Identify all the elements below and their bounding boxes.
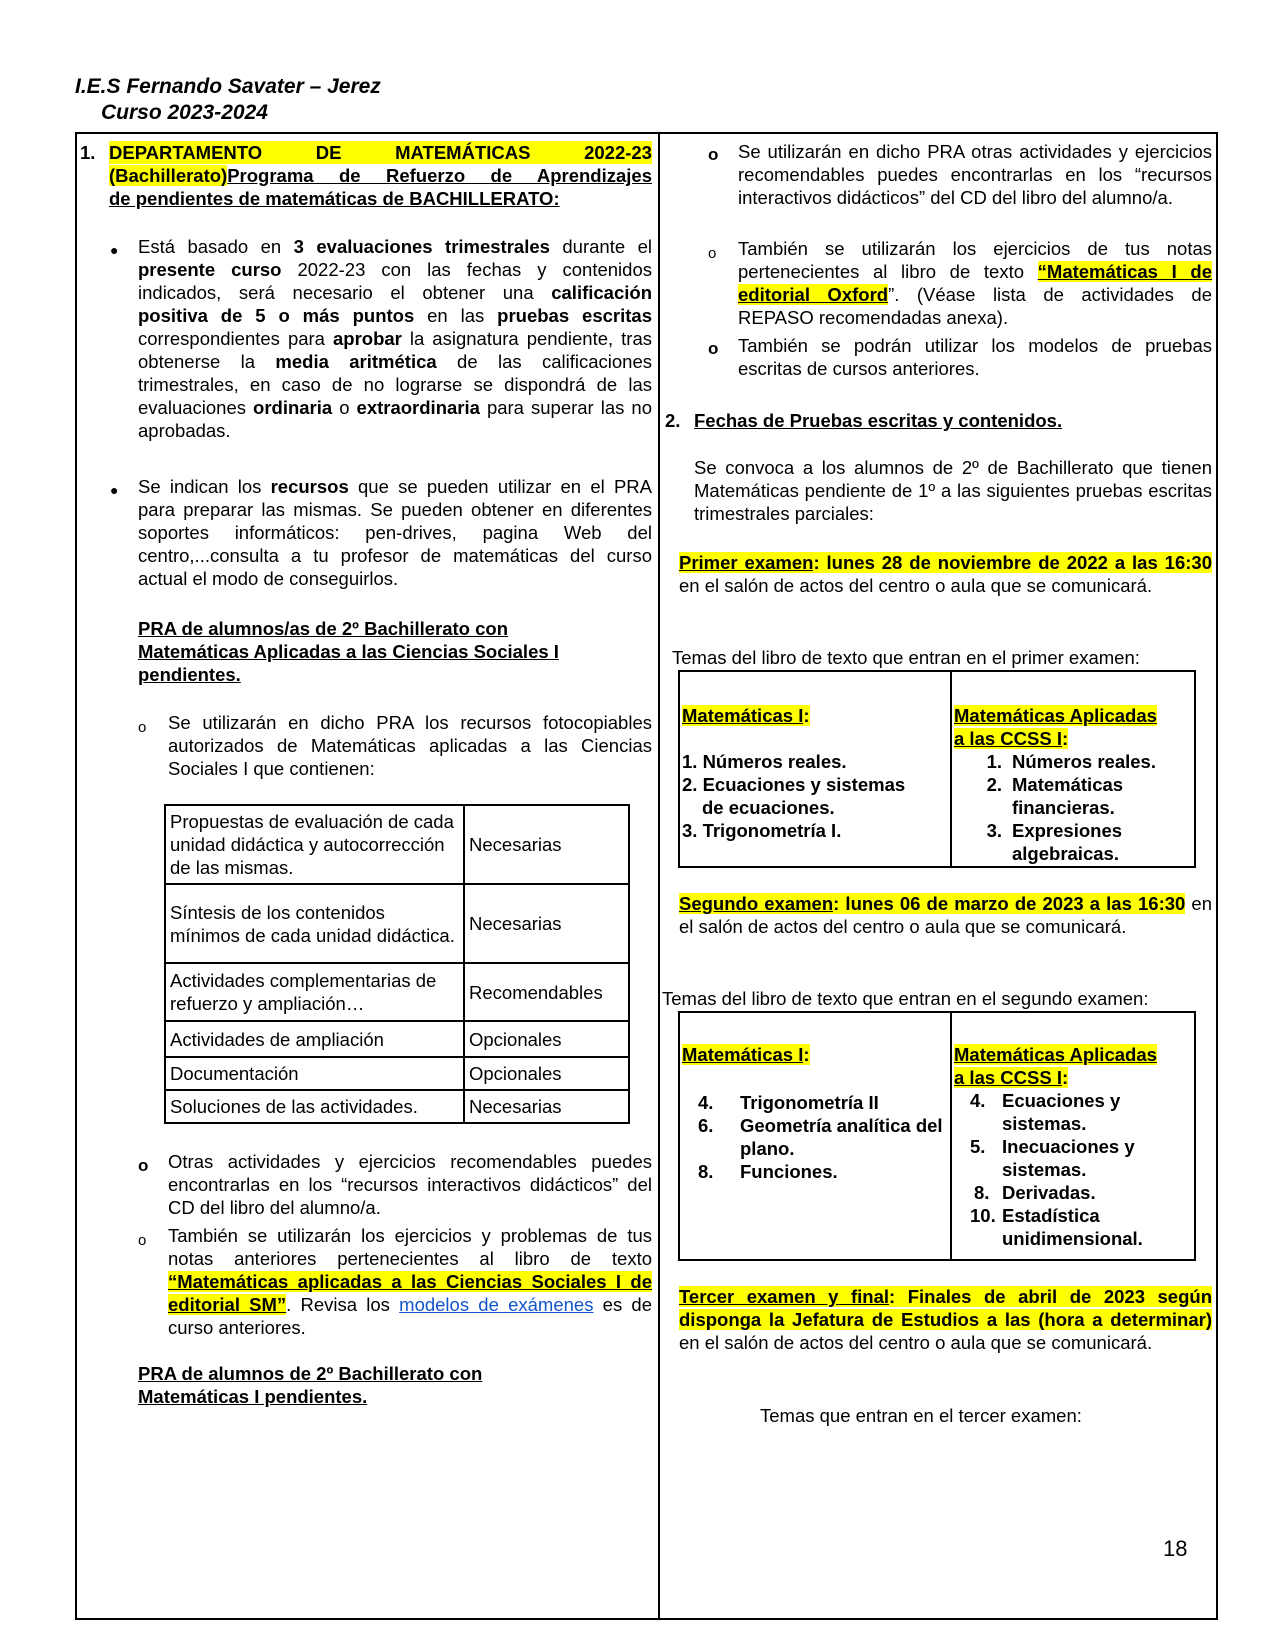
title-word: DE: [315, 142, 342, 163]
table-row: [165, 805, 629, 884]
topics-mat1-cell: Matemáticas I: 4. Trigonometría II 6. Geometría analítica del plano. 8. Funciones.: [679, 1012, 951, 1260]
topic-item: 2. Ecuaciones y sistemas: [682, 774, 906, 795]
topic-item: de ecuaciones.: [702, 797, 835, 818]
exam-1-temas: Temas del libro de texto que entran en el primer examen:: [672, 647, 1140, 668]
topic-item: 8. Funciones.: [698, 1161, 838, 1182]
topic-item: 3. Trigonometría I.: [682, 820, 842, 841]
book-title-oxford: “Matemáticas I de editorial Oxford: [738, 261, 1212, 305]
topics-mat1-cell: Matemáticas I: 1. Números reales. 2. Ecuaciones y sistemas de ecuaciones. 3. Trigonometría I.: [679, 671, 951, 867]
table-row: [165, 1090, 629, 1123]
topics-head: Matemáticas Aplicadas: [954, 705, 1157, 726]
topics-ccss-cell: Matemáticas Aplicadas a las CCSS I: 4. Ecuaciones y sistemas. 5. Inecuaciones y sistemas. 8. Derivadas. 10. Estadística unidimensional.: [951, 1012, 1195, 1260]
sub-bullet: o: [138, 1232, 147, 1249]
topic-item: 3. Expresiones algebraicas.: [986, 820, 1123, 864]
exam-2-topics-table: [678, 1011, 1196, 1261]
title-word: 2022-23: [584, 142, 652, 163]
school-name: I.E.S Fernando Savater – Jerez: [75, 75, 381, 98]
exam-2-date: : lunes 06 de marzo de 2023 a las 16:30: [833, 893, 1186, 914]
topic-item: 2. Matemáticas financieras.: [986, 774, 1124, 818]
book-title-sm: “Matemáticas aplicadas a las Ciencias Sociales I de editorial SM”: [168, 1271, 652, 1315]
resource-status: Necesarias: [464, 805, 629, 884]
resources-table: [164, 804, 630, 1124]
topic-item: 5. Inecuaciones y sistemas.: [970, 1136, 1135, 1180]
exam-1-topics-table: [678, 670, 1196, 868]
exam-3-date: : Finales de abril de 2023 según disponga la Jefatura de Estudios a las (hora a determinar): [679, 1286, 1212, 1330]
sub-bullet: o: [708, 245, 717, 262]
sub-bullet: o: [138, 719, 147, 736]
topic-item: 1. Números reales.: [682, 751, 847, 772]
topics-head: a las CCSS I: [954, 728, 1062, 749]
section-2-intro: Se convoca a los alumnos de 2º de Bachillerato que tienen Matemáticas pendiente de 1º a las siguientes pruebas escritas trimestrales parciales:: [694, 457, 1212, 524]
pra-mat1-title: PRA de alumnos de 2º Bachillerato con Matemáticas I pendientes.: [138, 1363, 483, 1407]
page-number: 18: [1163, 1536, 1188, 1561]
section-2-number: 2.: [665, 410, 681, 431]
course-year: Curso 2023-2024: [101, 101, 268, 124]
pra-ccss-title: PRA de alumnos/as de 2º Bachillerato con Matemáticas Aplicadas a las Ciencias Sociales I pendientes.: [138, 618, 559, 685]
resource-status: Opcionales: [464, 1021, 629, 1057]
section-2-title: Fechas de Pruebas escritas y contenidos.: [694, 410, 1063, 431]
topic-item: 8. Derivadas.: [974, 1182, 1096, 1203]
title-word: DEPARTAMENTO: [109, 142, 263, 163]
bullet-recursos: Se indican los recursos que se pueden utilizar en el PRA para preparar las mismas. Se pueden obtener en diferentes soportes informáticos: pen-drives, pagina Web del centro,...consulta a tu profesor de matemáticas del curso actual el modo de conseguirlos.: [138, 476, 653, 589]
resource-name: Soluciones de las actividades.: [165, 1090, 464, 1123]
table-row: [165, 963, 629, 1021]
topics-head: a las CCSS I: [954, 1067, 1062, 1088]
resource-status: Opcionales: [464, 1057, 629, 1090]
title-program-line3: de pendientes de matemáticas de BACHILLERATO:: [109, 188, 560, 209]
topic-item: 10. Estadística unidimensional.: [970, 1205, 1143, 1249]
exam-1-date: : lunes 28 de noviembre de 2022 a las 16:30: [813, 552, 1212, 573]
resource-status: Necesarias: [464, 884, 629, 963]
section-1-title: [109, 141, 652, 210]
table-row: [165, 884, 629, 963]
pra-ccss-resources-text: Se utilizarán en dicho PRA los recursos fotocopiables autorizados de Matemáticas aplicadas a las Ciencias Sociales I que contienen:: [168, 712, 652, 779]
bullet-dot: ●: [110, 242, 119, 258]
tambien-ejercicios-text: También se utilizarán los ejercicios y problemas de tus notas anteriores pertenecientes al libro de texto “Matemáticas aplicadas a las Ciencias Sociales I de editorial SM”. Revisa los modelos de exámenes es de curso anteriores.: [168, 1225, 652, 1338]
resource-name: Propuestas de evaluación de cada unidad didáctica y autocorrección de las mismas.: [165, 805, 464, 884]
exam-1-text: Primer examen: lunes 28 de noviembre de 2022 a las 16:30 en el salón de actos del centro o aula que se comunicará.: [679, 552, 1212, 596]
exam-2-text: Segundo examen: lunes 06 de marzo de 2023 a las 16:30 en el salón de actos del centro o aula que se comunicará.: [679, 893, 1212, 937]
topic-item: 4. Ecuaciones y sistemas.: [970, 1090, 1121, 1134]
notas-oxford-text: También se utilizarán los ejercicios de tus notas pertenecientes al libro de texto “Matemáticas I de editorial Oxford”. (Véase lista de actividades de REPASO recomendadas anexa).: [738, 238, 1212, 328]
exam-3-temas: Temas que entran en el tercer examen:: [760, 1405, 1082, 1426]
sub-bullet: o: [708, 339, 719, 358]
exam-3-text: Tercer examen y final: Finales de abril de 2023 según disponga la Jefatura de Estudios a las (hora a determinar) en el salón de actos del centro o aula que se comunicará.: [679, 1286, 1212, 1353]
title-program: Programa de Refuerzo de Aprendizajes: [227, 165, 652, 186]
table-row: [165, 1057, 629, 1090]
topics-head: Matemáticas I: [682, 705, 804, 726]
topics-ccss-cell: Matemáticas Aplicadas a las CCSS I: 1. Números reales. 2. Matemáticas financieras. 3. Expresiones algebraicas.: [951, 671, 1195, 867]
title-highlight: (Bachillerato): [109, 165, 228, 186]
resource-name: Síntesis de los contenidos mínimos de cada unidad didáctica.: [165, 884, 464, 963]
topic-item: 4. Trigonometría II: [698, 1092, 879, 1113]
exam-1-label: Primer examen: [679, 552, 814, 573]
sub-bullet: o: [138, 1156, 149, 1175]
topics-head: Matemáticas I: [682, 1044, 804, 1065]
cd-resources-text: Se utilizarán en dicho PRA otras actividades y ejercicios recomendables puedes encontrarlas en los “recursos interactivos didácticos” del CD del libro del alumno/a.: [738, 141, 1212, 208]
modelos-examenes-link[interactable]: modelos de exámenes: [399, 1294, 594, 1315]
topic-item: 6. Geometría analítica del plano.: [698, 1115, 943, 1159]
exam-2-label: Segundo examen: [679, 893, 834, 914]
section-1-number: 1.: [80, 142, 96, 163]
title-word: MATEMÁTICAS: [395, 142, 531, 163]
topic-item: 1. Números reales.: [986, 751, 1156, 772]
bullet-dot: ●: [110, 482, 119, 498]
sub-bullet: o: [708, 145, 719, 164]
table-row: [165, 1021, 629, 1057]
otras-actividades-text: Otras actividades y ejercicios recomendables puedes encontrarlas en los “recursos interactivos didácticos” del CD del libro del alumno/a.: [168, 1151, 652, 1218]
resource-status: Necesarias: [464, 1090, 629, 1123]
resource-name: Actividades de ampliación: [165, 1021, 464, 1057]
modelos-text: También se podrán utilizar los modelos de pruebas escritas de cursos anteriores.: [738, 335, 1212, 379]
resource-name: Documentación: [165, 1057, 464, 1090]
bullet-evaluaciones: Está basado en 3 evaluaciones trimestrales durante el presente curso 2022-23 con las fechas y contenidos indicados, será necesario el obtener una calificación positiva de 5 o más puntos en las pruebas escritas correspondientes para aprobar la asignatura pendiente, tras obtenerse la media aritmética de las calificaciones trimestrales, en caso de no lograrse se dispondrá de las evaluaciones ordinaria o extraordinaria para superar las no aprobadas.: [138, 236, 653, 441]
column-divider: [658, 132, 660, 1620]
topics-head: Matemáticas Aplicadas: [954, 1044, 1157, 1065]
resource-status: Recomendables: [464, 963, 629, 1021]
exam-3-label: Tercer examen y final: [679, 1286, 890, 1307]
exam-2-temas: Temas del libro de texto que entran en el segundo examen:: [662, 988, 1149, 1009]
resource-name: Actividades complementarias de refuerzo y ampliación…: [165, 963, 464, 1021]
